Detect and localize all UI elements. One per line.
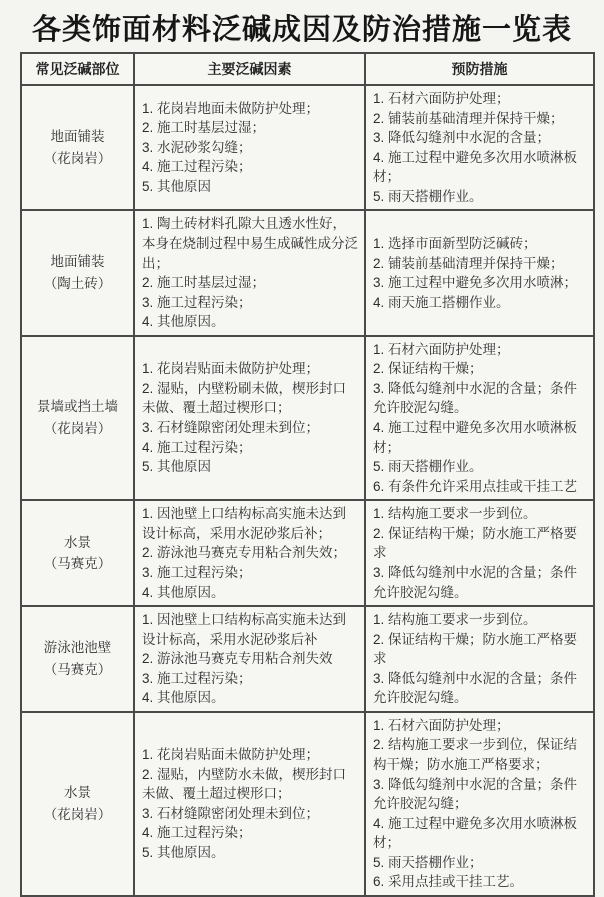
factor-item: 3. 水泥砂浆勾缝； (142, 139, 252, 155)
location-name: 水景 (64, 785, 91, 801)
measure-item: 1. 石材六面防护处理； (373, 91, 510, 106)
factor-item: 4. 其他原因。 (142, 690, 225, 706)
measure-item: 3. 降低勾缝剂中水泥的含量；条件允许胶泥勾缝； (373, 776, 578, 812)
header-factors: 主要泛碱因素 (134, 53, 365, 85)
measures-cell (365, 606, 594, 712)
factors-cell (134, 210, 365, 335)
factor-item: 4. 施工过程污染； (142, 825, 252, 841)
factor-item: 3. 石材缝隙密闭处理未到位； (142, 805, 320, 821)
measure-item: 4. 施工过程中避免多次用水喷淋板材； (373, 815, 578, 851)
factor-item: 2. 游泳池马赛克专用粘合剂失效 (142, 651, 333, 667)
location-name: 游泳池池壁 (43, 640, 112, 656)
measure-item: 5. 雨天搭棚作业。 (373, 188, 483, 204)
factor-item: 3. 石材缝隙密闭处理未到位； (142, 420, 320, 435)
location-material: （花岗岩） (43, 806, 112, 822)
factor-item: 5. 其他原因。 (142, 845, 225, 861)
factor-item: 1. 花岗岩贴面未做防护处理； (142, 747, 320, 763)
factor-item: 2. 湿贴，内壁防水未做，楔形封口未做、覆土超过楔形口； (142, 766, 347, 802)
factor-item: 3. 施工过程污染； (142, 670, 252, 686)
location-material: （花岗岩） (43, 421, 112, 436)
measures-cell (365, 712, 594, 896)
measure-item: 4. 施工过程中避免多次用水喷淋板材； (373, 420, 578, 455)
factor-item: 3. 施工过程污染； (142, 294, 252, 310)
measure-item: 6. 有条件允许采用点挂或干挂工艺 (373, 478, 578, 494)
location-name: 地面铺装 (50, 129, 105, 145)
location-material: （花岗岩） (43, 150, 112, 166)
factor-item: 5. 其他原因 (142, 179, 212, 195)
measure-item: 2. 保证结构干燥； (373, 361, 483, 377)
factor-item: 2. 游泳池马赛克专用粘合剂失效； (142, 545, 347, 561)
location-material: （马赛克） (43, 661, 112, 677)
measure-item: 1. 选择市面新型防泛碱砖； (373, 235, 537, 251)
measure-item: 3. 降低勾缝剂中水泥的含量； (373, 130, 551, 146)
measure-item: 3. 施工过程中避免多次用水喷淋； (373, 275, 578, 291)
factor-item: 4. 施工过程污染； (142, 439, 252, 455)
measures-cell (365, 500, 594, 606)
measure-item: 1. 石材六面防护处理； (373, 717, 510, 733)
table-row (21, 210, 594, 335)
factors-cell (134, 500, 365, 606)
measure-item: 3. 降低勾缝剂中水泥的含量；条件允许胶泥勾缝。 (373, 380, 578, 416)
factor-item: 1. 因池壁上口结构标高实施未达到设计标高，采用水泥砂浆后补 (142, 612, 347, 647)
factor-item: 1. 花岗岩贴面未做防护处理； (142, 361, 320, 377)
location-cell (21, 500, 134, 606)
header-measures: 预防措施 (365, 53, 594, 85)
location-name: 水景 (64, 534, 91, 550)
factors-cell (134, 336, 365, 501)
factor-item: 2. 施工时基层过湿； (142, 120, 266, 136)
measure-item: 2. 保证结构干燥；防水施工严格要求 (373, 631, 578, 667)
location-name: 景墙或挡土墙 (37, 399, 118, 415)
efflorescence-table (20, 52, 595, 897)
measure-item: 4. 雨天施工搭棚作业。 (373, 294, 510, 310)
location-cell (21, 210, 134, 335)
measures-cell (365, 85, 594, 210)
factors-cell (134, 85, 365, 210)
measure-item: 6. 采用点挂或干挂工艺。 (373, 874, 524, 890)
table-row (21, 336, 594, 501)
location-name: 地面铺装 (50, 254, 105, 270)
factor-item: 3. 施工过程污染； (142, 564, 252, 580)
location-cell (21, 85, 134, 210)
location-material: （马赛克） (43, 556, 112, 572)
factor-item: 2. 湿贴，内壁粉刷未做，楔形封口未做、覆土超过楔形口； (142, 380, 347, 416)
measures-cell (365, 210, 594, 335)
factor-item: 4. 其他原因。 (142, 584, 225, 600)
factor-item: 1. 花岗岩地面未做防护处理； (142, 100, 320, 116)
location-material: （陶土砖） (43, 276, 112, 292)
factor-item: 4. 施工过程污染； (142, 159, 252, 175)
measure-item: 2. 铺装前基础清理并保持干燥； (373, 110, 564, 126)
measure-item: 2. 铺装前基础清理并保持干燥； (373, 255, 564, 271)
table-header-row (21, 53, 594, 85)
location-cell (21, 336, 134, 501)
measure-item: 3. 降低勾缝剂中水泥的含量；条件允许胶泥勾缝。 (373, 564, 578, 600)
measure-item: 1. 结构施工要求一步到位。 (373, 506, 537, 522)
factors-cell (134, 712, 365, 896)
measure-item: 3. 降低勾缝剂中水泥的含量；条件允许胶泥勾缝。 (373, 670, 578, 706)
factor-item: 4. 其他原因。 (142, 314, 225, 330)
table-row (21, 500, 594, 606)
factors-cell (134, 606, 365, 712)
location-cell (21, 712, 134, 896)
header-location: 常见泛碱部位 (21, 53, 134, 85)
table-row (21, 606, 594, 712)
factor-item: 1. 因池壁上口结构标高实施未达到设计标高，采用水泥砂浆后补； (142, 506, 347, 541)
factor-item: 5. 其他原因 (142, 459, 212, 475)
measure-item: 5. 雨天搭棚作业。 (373, 459, 483, 475)
factor-item: 1. 陶土砖材料孔隙大且透水性好，本身在烧制过程中易生成碱性成分泛出； (142, 216, 358, 271)
measure-item: 1. 石材六面防护处理； (373, 341, 510, 357)
document-title: 各类饰面材料泛碱成因及防治措施一览表 (31, 14, 572, 46)
measure-item: 2. 结构施工要求一步到位，保证结构干燥；防水施工严格要求； (373, 737, 578, 772)
measure-item: 4. 施工过程中避免多次用水喷淋板材； (373, 149, 578, 185)
measure-item: 2. 保证结构干燥；防水施工严格要求 (373, 525, 578, 561)
measure-item: 1. 结构施工要求一步到位。 (373, 612, 537, 628)
measure-item: 5. 雨天搭棚作业； (373, 854, 483, 870)
location-cell (21, 606, 134, 712)
table-row (21, 85, 594, 210)
table-row (21, 712, 594, 896)
measures-cell (365, 336, 594, 501)
factor-item: 2. 施工时基层过湿； (142, 275, 266, 291)
